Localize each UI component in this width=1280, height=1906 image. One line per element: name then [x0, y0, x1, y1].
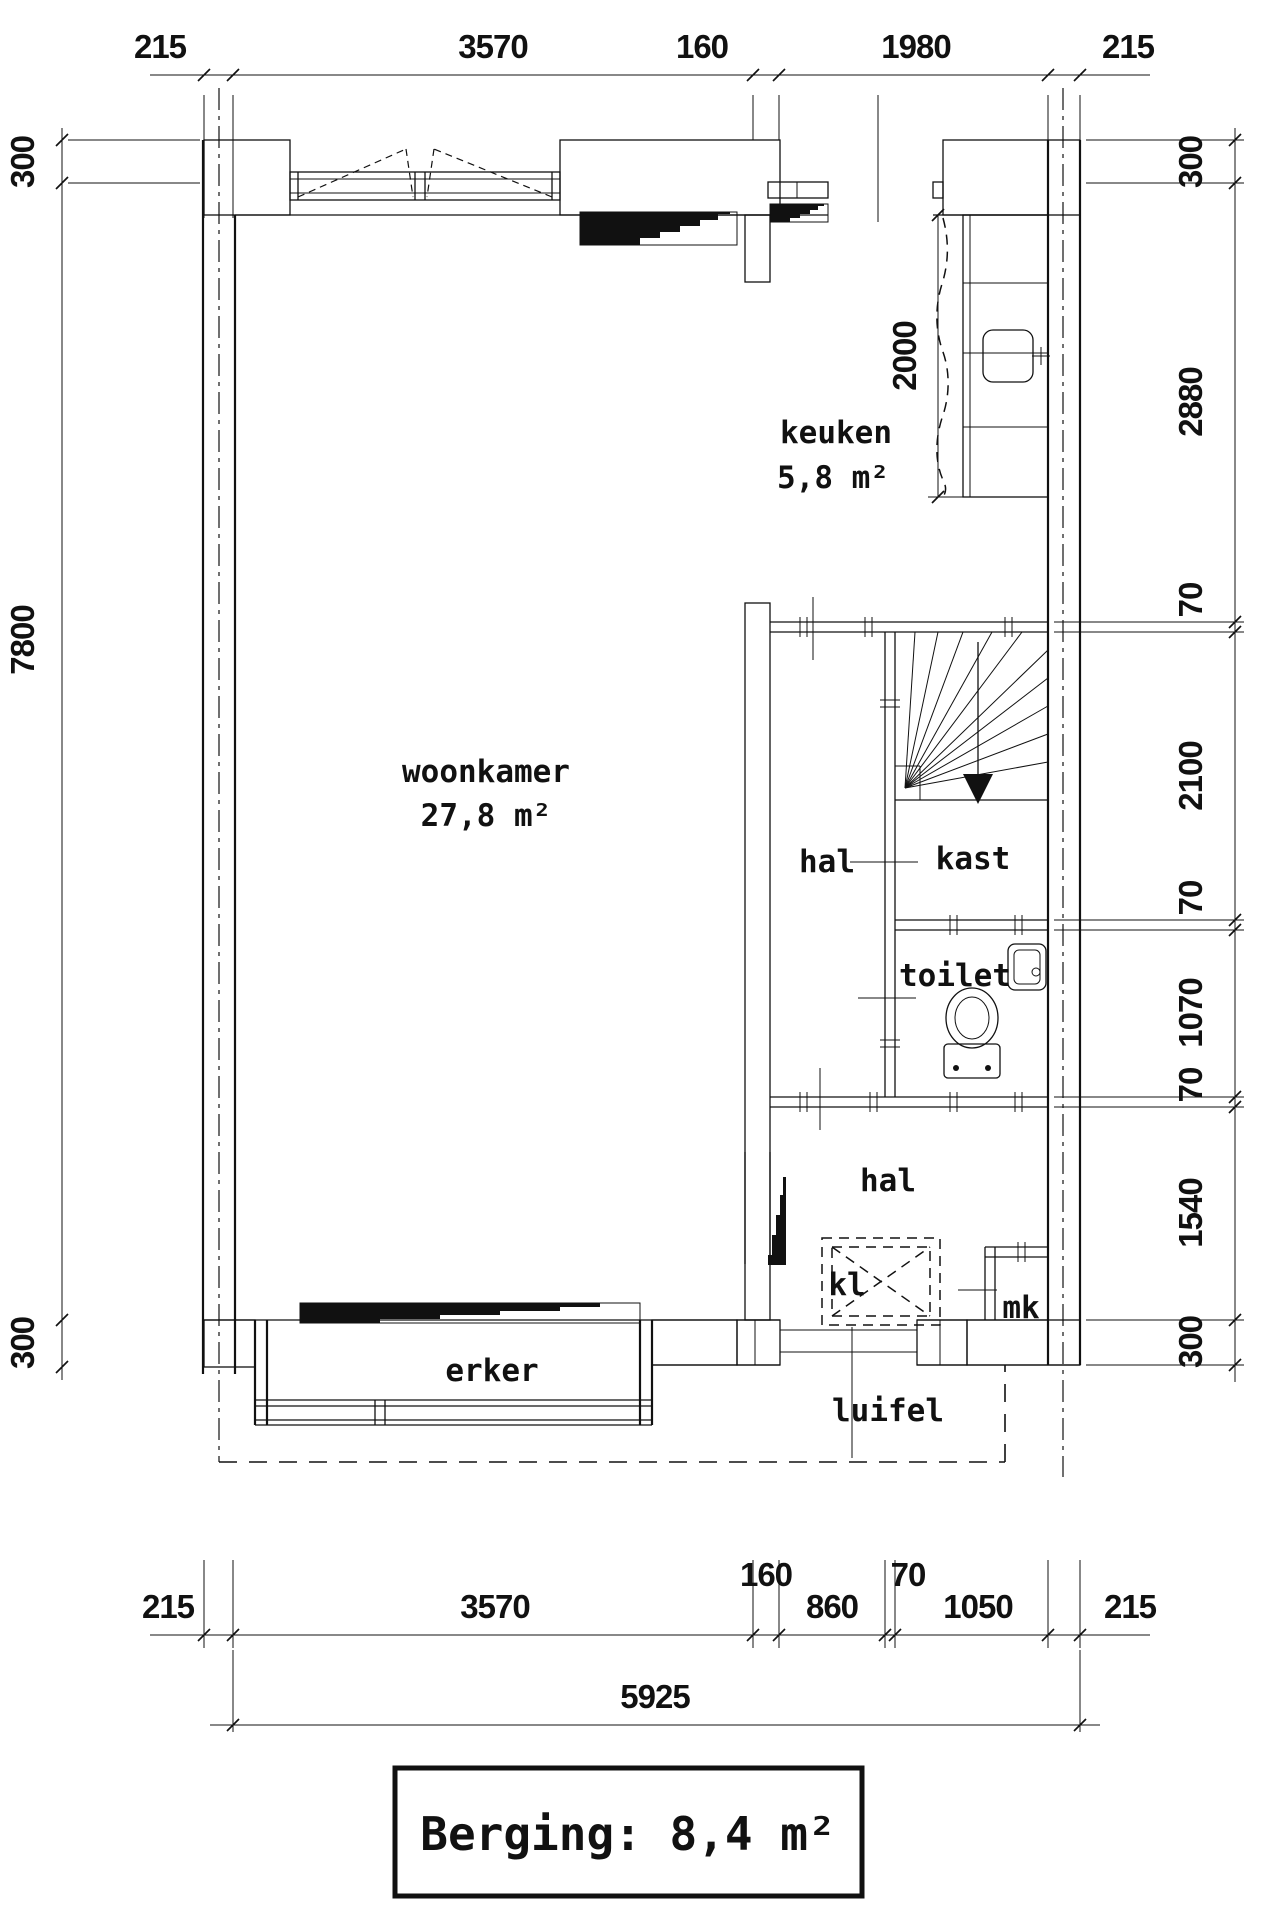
storage-title-box: [395, 1768, 862, 1896]
dim-bottom-3: 860: [805, 1588, 859, 1625]
dim-top-1: 215: [133, 28, 187, 65]
dim-right-4: 2100: [1172, 741, 1209, 811]
kl-hatch: [822, 1238, 940, 1325]
dim-right-3: 70: [1172, 582, 1209, 618]
hall-closet: [768, 841, 1010, 1265]
dim-bottom-upper-2: 70: [890, 1556, 926, 1593]
upper-cabinet-dashed: [937, 218, 948, 497]
casement-swing-icon: [434, 149, 552, 197]
room-label-keuken: keuken: [780, 415, 892, 451]
room-label-luifel: luifel: [832, 1393, 944, 1429]
room-label-kast: kast: [935, 841, 1011, 877]
dim-left-2: 7800: [4, 605, 41, 675]
step-wedge-icon: [768, 1177, 786, 1265]
room-label-mk: mk: [1002, 1290, 1040, 1326]
dimension-chain-right: [1054, 128, 1244, 1382]
kitchen: [777, 209, 1050, 503]
storage-label: Berging: 8,4 m²: [420, 1807, 836, 1861]
casement-swing-icon: [427, 149, 434, 197]
dim-top-3: 160: [675, 28, 729, 65]
dim-right-7: 70: [1172, 1067, 1209, 1103]
room-label-kl: kl: [828, 1267, 866, 1303]
dim-top-4: 1980: [881, 28, 951, 65]
step-wedge-icon: [580, 212, 730, 245]
dim-bottom-5: 215: [1103, 1588, 1157, 1625]
dim-left-1: 300: [4, 135, 41, 189]
dim-right-5: 70: [1172, 880, 1209, 916]
room-label-erker: erker: [445, 1353, 539, 1389]
room-area-keuken: 5,8 m²: [777, 460, 889, 496]
exterior-walls: [203, 88, 1080, 1477]
bay-window: [255, 1303, 652, 1425]
dim-right-9: 300: [1172, 1315, 1209, 1369]
meter-closet: [958, 1242, 1048, 1326]
room-label-hal-1: hal: [799, 844, 855, 880]
room-label-hal-2: hal: [860, 1163, 916, 1199]
dim-top-5: 215: [1101, 28, 1155, 65]
toilet-room: [858, 944, 1046, 1078]
dim-right-8: 1540: [1172, 1178, 1209, 1248]
canopy: [219, 1365, 1005, 1462]
dim-bottom-4: 1050: [943, 1588, 1013, 1625]
casement-swing-icon: [406, 149, 413, 197]
dim-right-1: 300: [1172, 135, 1209, 189]
toilet-cistern: [944, 1044, 1000, 1078]
casement-swing-icon: [298, 149, 406, 197]
dim-kitchen-depth: 2000: [886, 321, 923, 391]
dim-top-2: 3570: [458, 28, 528, 65]
kitchen-back-door: [580, 95, 943, 245]
staircase: [895, 632, 1048, 804]
kitchen-sink: [983, 330, 1033, 382]
dim-bottom-1: 215: [141, 1588, 195, 1625]
dim-right-6: 1070: [1172, 978, 1209, 1048]
dim-right-2: 2880: [1172, 367, 1209, 437]
room-label-toilet: toilet: [899, 958, 1011, 994]
dimension-chain-top: [134, 28, 1155, 218]
front-window: [290, 149, 560, 200]
dim-left-3: 300: [4, 1316, 41, 1370]
step-wedge-icon: [770, 204, 824, 222]
dim-bottom-2: 3570: [460, 1588, 530, 1625]
dimension-chain-bottom: [142, 1556, 1157, 1732]
dim-bottom-upper-1: 160: [739, 1556, 793, 1593]
room-area-woonkamer: 27,8 m²: [420, 798, 552, 834]
room-label-woonkamer: woonkamer: [402, 754, 570, 790]
dimension-chain-left: [4, 128, 200, 1380]
dim-bottom-total: 5925: [620, 1678, 690, 1715]
